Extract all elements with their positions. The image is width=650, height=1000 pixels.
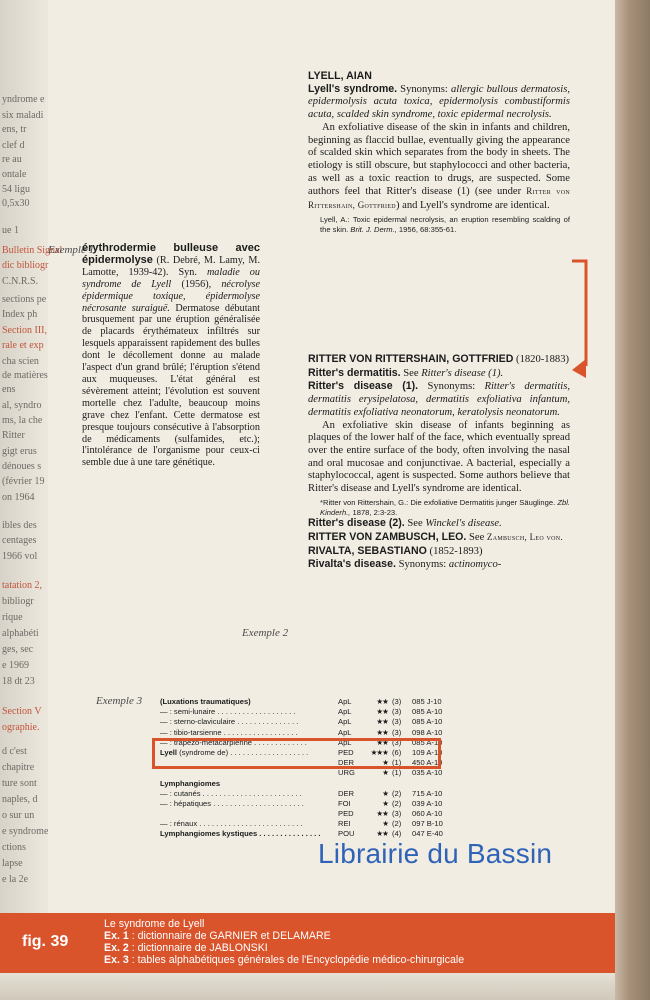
- index-row: [160, 697, 460, 707]
- ritter-entry: [308, 353, 570, 572]
- margin-fragment: dénoues s: [2, 461, 42, 472]
- index-stars: ★★: [376, 829, 388, 839]
- index-row: [160, 809, 460, 819]
- index-label: Lyell (syndrome de) . . . . . . . . . . . . . . . . . . .: [160, 747, 309, 757]
- index-count: (3): [392, 809, 402, 819]
- margin-fragment: ibles des: [2, 520, 37, 531]
- exemple-1-label: Exemple 1: [48, 244, 95, 256]
- lyell-syn-label: Synonyms:: [397, 83, 451, 95]
- margin-fragment: Section V: [2, 706, 42, 717]
- index-stars: ★★: [376, 809, 388, 819]
- ex1-syn2: nécrolyse épidermique toxique, épidermolyse nécrosante suraiguë.: [82, 278, 260, 314]
- margin-fragment: tatation 2,: [2, 580, 42, 591]
- exemple-3-label: Exemple 3: [96, 695, 143, 707]
- lyell-synonyms: allergic bullous dermatosis, epidermolysis acuta toxica, epidermolysis combustiformis acuta, scalded skin syndrome, toxic epidermal necrolysis.: [308, 83, 570, 121]
- margin-fragment: dic bibliogr: [2, 260, 49, 271]
- margin-fragment: rique: [2, 612, 23, 623]
- margin-fragment: Section III,: [2, 325, 47, 336]
- index-row: [160, 707, 460, 717]
- exemple-2-label: Exemple 2: [242, 627, 289, 639]
- ritter-dermatitis-ref: Ritter's disease (1).: [421, 367, 504, 379]
- legend-line: [104, 954, 464, 966]
- margin-fragment: ontale: [2, 169, 27, 180]
- rivalta-heading: RIVALTA, SEBASTIANO: [308, 544, 427, 557]
- legend-line: [104, 930, 464, 942]
- rivalta-synonyms: actinomyco-: [448, 559, 502, 571]
- ritter-disease2-ref: Winckel's disease.: [425, 518, 502, 530]
- margin-fragment: (février 19: [2, 476, 45, 487]
- index-ref: 060 A-10: [412, 809, 443, 819]
- index-code: ApL: [338, 737, 352, 747]
- index-code: POU: [338, 829, 355, 839]
- margin-fragment: re au: [2, 154, 22, 165]
- margin-fragment: rale et exp: [2, 340, 44, 351]
- ex1-syn: maladie ou syndrome de Lyell: [82, 266, 260, 290]
- index-label: — : rénaux . . . . . . . . . . . . . . . . . . . . . . . . .: [160, 819, 303, 829]
- rivalta-years: (1852-1893): [426, 545, 483, 557]
- index-stars: ★★: [376, 737, 388, 747]
- rivalta-syn-label: Synonyms:: [395, 559, 449, 571]
- legend-line: [104, 942, 464, 954]
- margin-fragment: de matières: [2, 370, 48, 381]
- index-ref: 715 A-10: [412, 788, 443, 798]
- margin-fragment: ges, sec: [2, 644, 34, 655]
- zambusch-heading: RITTER VON ZAMBUSCH, LEO.: [308, 531, 467, 544]
- margin-fragment: six maladi: [2, 110, 44, 121]
- index-ref: 039 A-10: [412, 798, 443, 808]
- zambusch-see: See: [466, 532, 487, 544]
- index-code: ApL: [338, 727, 352, 737]
- figure-legend: [0, 913, 615, 973]
- index-ref: 085 A-10: [412, 737, 443, 747]
- index-ref: 035 A-10: [412, 768, 443, 778]
- margin-fragment: C.N.R.S.: [2, 276, 39, 287]
- previous-page-margin: [0, 0, 63, 1000]
- index-stars: ★★★: [370, 747, 388, 757]
- index-count: (3): [392, 697, 402, 706]
- index-label: — : cutanés . . . . . . . . . . . . . . . . . . . . . . . .: [160, 788, 302, 798]
- index-code: PED: [338, 809, 354, 819]
- index-ref: 109 A-10: [412, 747, 443, 757]
- index-stars: ★: [382, 798, 388, 808]
- ritter-synonyms: Ritter's dermatitis, dermatitis erysipelatosa, dermatitis exfoliativa infantum, dermatitis exfoliativa neonatorum, keratolysis neonatorum.: [308, 381, 570, 418]
- ritter-disease-term: Ritter's disease (1).: [308, 380, 419, 393]
- index-stars: ★: [382, 819, 388, 829]
- legend-example-label: Ex. 3: [104, 954, 129, 966]
- index-ref: 085 A-10: [412, 717, 443, 727]
- legend-lines: [104, 918, 464, 966]
- lyell-entry: [308, 70, 570, 234]
- index-code: ApL: [338, 707, 352, 717]
- index-count: (3): [392, 727, 402, 737]
- margin-fragment: clef d: [2, 140, 25, 151]
- rivalta-term: Rivalta's disease.: [308, 558, 396, 571]
- index-label: (Luxations traumatiques): [160, 697, 251, 706]
- index-count: (2): [392, 788, 402, 798]
- index-code: FOI: [338, 798, 351, 808]
- index-count: (3): [392, 707, 402, 717]
- ritter-dermatitis-see: See: [400, 367, 422, 379]
- legend-example-label: Ex. 2: [104, 942, 129, 954]
- lyell-para-b: ) and Lyell's syndrome are identical.: [395, 200, 550, 212]
- margin-fragment: Index ph: [2, 309, 38, 320]
- lyell-para-a: An exfoliative disease of the skin in infants and children, beginning as flaccid bullae, eventually giving the appearance of scalded skin which separates from the body in sheets. The etiology is still obscure, but staphylococci and other bacteria, as well as a toxic reaction to drugs, are suspected. Some authors feel that Ritter's disease (1) (see under: [308, 121, 570, 198]
- index-row: [160, 779, 460, 789]
- margin-fragment: alphabéti: [2, 628, 39, 639]
- margin-fragment: 54 ligu: [2, 184, 31, 195]
- margin-fragment: chapitre: [2, 762, 35, 773]
- ritter-disease2-term: Ritter's disease (2).: [308, 517, 405, 530]
- index-row: [160, 819, 460, 829]
- ritter-years: (1820-1883): [513, 354, 570, 365]
- margin-fragment: naples, d: [2, 794, 38, 805]
- highlight-box: [152, 738, 441, 769]
- lyell-term: Lyell's syndrome.: [308, 82, 398, 95]
- index-count: (3): [392, 717, 402, 727]
- margin-fragment: lapse: [2, 858, 23, 869]
- index-code: DER: [338, 758, 355, 768]
- index-stars: ★★: [376, 717, 388, 727]
- index-row: [160, 768, 460, 778]
- margin-fragment: ens: [2, 384, 16, 395]
- margin-fragment: ms, la che: [2, 415, 43, 426]
- index-stars: ★: [382, 788, 388, 798]
- margin-fragment: cha scien: [2, 356, 39, 367]
- index-label: — : hépatiques . . . . . . . . . . . . . . . . . . . . . .: [160, 798, 304, 808]
- book-spine: [615, 0, 650, 1000]
- legend-example-text: : tables alphabétiques générales de l'Encyclopédie médico-chirurgicale: [128, 954, 465, 966]
- index-ref: 097 B-10: [412, 819, 443, 829]
- ex1-authors: (R. Debré, M. Lamy, M. Lamotte, 1939-42). Syn.: [82, 254, 260, 278]
- index-stars: ★★: [376, 727, 388, 737]
- margin-fragment: al, syndro: [2, 400, 42, 411]
- exemple-1-entry: [82, 243, 260, 469]
- ritter-ref-a: *Ritter von Rittershain, G.: Die exfoliative Dermatitis junger Säuglinge.: [320, 497, 558, 507]
- index-ref: 047 E-40: [412, 829, 443, 839]
- red-arrow-icon: [572, 258, 590, 378]
- index-row: [160, 717, 460, 727]
- index-count: (4): [392, 829, 402, 839]
- margin-fragment: ture sont: [2, 778, 37, 789]
- lyell-heading: LYELL, AIAN: [308, 70, 372, 82]
- ritter-dermatitis-term: Ritter's dermatitis.: [308, 366, 401, 379]
- ritter-ref-journal: Zbl. Kinderh.,: [320, 497, 570, 517]
- index-stars: ★★: [376, 707, 388, 717]
- index-label: — : semi-lunaire . . . . . . . . . . . . . . . . . . .: [160, 707, 296, 717]
- watermark: Librairie du Bassin: [318, 838, 553, 869]
- margin-fragment: ographie.: [2, 722, 40, 733]
- index-ref: 085 J-10: [412, 697, 442, 706]
- index-label: — : sterno-claviculaire . . . . . . . . . . . . . . .: [160, 717, 299, 727]
- ritter-heading: RITTER VON RITTERSHAIN, GOTTFRIED: [308, 353, 514, 365]
- zambusch-see-ref: Zambusch, Leo von.: [486, 532, 563, 543]
- margin-fragment: Ritter: [2, 430, 25, 441]
- legend-title: Le syndrome de Lyell: [104, 918, 205, 930]
- margin-fragment: e syndrome: [2, 826, 49, 837]
- index-ref: 098 A-10: [412, 727, 443, 737]
- margin-fragment: e la 2e: [2, 874, 29, 885]
- margin-fragment: bibliogr: [2, 596, 34, 607]
- figure-number: fig. 39: [22, 933, 69, 950]
- index-code: ApL: [338, 717, 352, 727]
- lyell-ref-a: Lyell, A.: Toxic epidermal necrolysis, an eruption resembling scalding of the skin.: [320, 214, 570, 234]
- index-count: (2): [392, 798, 402, 808]
- index-count: (6): [392, 747, 402, 757]
- index-count: (3): [392, 737, 402, 747]
- lyell-para-smallcaps: Ritter von Rittershain, Gottfried: [308, 186, 570, 211]
- margin-fragment: Bulletin Signal: [2, 245, 63, 256]
- margin-fragment: yndrome e: [2, 94, 45, 105]
- margin-fragment: centages: [2, 535, 37, 546]
- margin-fragment: e 1969: [2, 660, 29, 671]
- index-stars: ★: [382, 758, 388, 768]
- margin-fragment: 1966 vol: [2, 551, 38, 562]
- ex1-body: Dermatose débutant brusquement par une éruption généralisée de placards érythémateux infiltrés sur lesquels apparaissent rapidement des bulles dont le décollement donne au malade l'aspect d'un grand brûlé; l'éruption s'étend aux muqueuses. L'état général est sévèrement atteint; l'évolution est souvent mortelle chez l'adulte, beaucoup moins grave chez l'enfant. Cette dermatose est presque toujours consécutive à l'absorption de médicaments (sulfamides, etc.); l'intolérance de l'organisme pour ceux-ci semble due à une tare génétique.: [82, 302, 260, 469]
- ex1-term: érythrodermie bulleuse avec épidermolyse: [82, 242, 260, 266]
- lyell-ref-journal: Brit. J. Derm.,: [350, 224, 397, 234]
- index-code: URG: [338, 768, 355, 778]
- index-code: REI: [338, 819, 351, 829]
- legend-example-text: : dictionnaire de GARNIER et DELAMARE: [128, 930, 331, 942]
- index-row: [160, 789, 460, 799]
- index-count: (1): [392, 758, 402, 768]
- margin-fragment: 0,5x30: [2, 198, 30, 209]
- index-label: — : tibio-tarsienne . . . . . . . . . . . . . . . . . .: [160, 727, 298, 737]
- index-stars: ★★: [376, 697, 388, 706]
- legend-example-label: Ex. 1: [104, 930, 129, 942]
- margin-fragment: d c'est: [2, 746, 27, 757]
- index-stars: ★: [382, 768, 388, 778]
- index-count: (2): [392, 819, 402, 829]
- index-label: Lymphangiomes kystiques . . . . . . . . . . . . . . .: [160, 829, 321, 839]
- ritter-disease2-see: See: [404, 518, 426, 530]
- margin-fragment: o sur un: [2, 810, 35, 821]
- index-code: ApL: [338, 697, 352, 706]
- index-row: [160, 799, 460, 809]
- margin-fragment: ctions: [2, 842, 26, 853]
- index-label: — : trapézo-métacarpienne . . . . . . . . . . . . .: [160, 737, 307, 747]
- legend-example-text: : dictionnaire de JABLONSKI: [128, 942, 268, 954]
- index-code: DER: [338, 788, 355, 798]
- margin-fragment: ue 1: [2, 225, 19, 236]
- ex1-year: (1956),: [171, 278, 222, 290]
- lyell-ref-b: 1956, 68:355-61.: [396, 224, 457, 234]
- margin-fragment: on 1964: [2, 492, 35, 503]
- margin-fragment: 18 dt 23: [2, 676, 35, 687]
- index-label: Lymphangiomes: [160, 778, 221, 788]
- index-row: [160, 728, 460, 738]
- page-bottom-shadow: [0, 973, 615, 1000]
- index-code: PED: [338, 747, 354, 757]
- ritter-syn-label: Synonyms:: [418, 381, 485, 393]
- margin-fragment: ens, tr: [2, 124, 27, 135]
- index-ref: 085 A-10: [412, 707, 443, 717]
- ritter-ref-b: 1878, 2:3-23.: [350, 507, 398, 517]
- margin-fragment: sections pe: [2, 294, 47, 305]
- index-count: (1): [392, 768, 402, 778]
- index-ref: 450 A-10: [412, 758, 443, 768]
- ritter-para: An exfoliative skin disease of infants beginning as plaques of the lower half of the face, which eventually spread over the entire surface of the body, often involving the nasal and oral mucosae and conjunctivae. A bacterial, especially a staphylococcal, agent is suspected. Some authors believe that Ritter's disease and Lyell's syndrome are identical.: [308, 419, 570, 495]
- margin-fragment: gigt erus: [2, 446, 37, 457]
